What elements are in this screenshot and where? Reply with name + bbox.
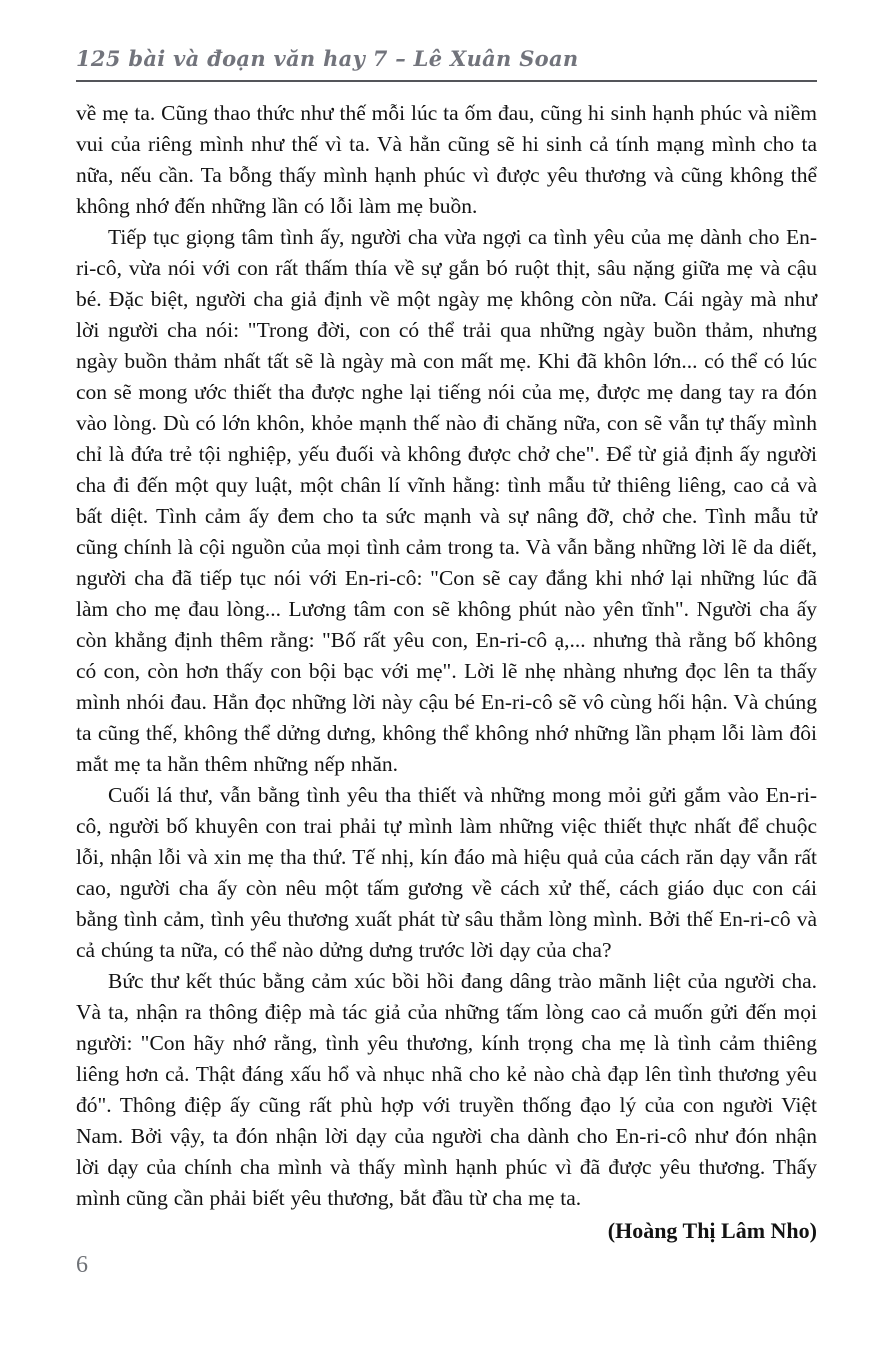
body-paragraph: Cuối lá thư, vẫn bằng tình yêu tha thiết và những mong mỏi gửi gắm vào En-ri-cô, người bố khuyên con trai phải tự mình làm những việc thiết thực nhất để chuộc lỗi, nhận lỗi và xin mẹ tha thứ. Tế nhị, kín đáo mà hiệu quả của cách răn dạy vẫn rất cao, người cha ấy còn nêu một tấm gương về cách xử thế, cách giáo dục con cái bằng tình cảm, tình yêu thương xuất phát từ sâu thẳm lòng mình. Bởi thế En-ri-cô và cả chúng ta nữa, có thể nào dửng dưng trước lời dạy của cha? [76, 783, 817, 962]
running-header [76, 46, 817, 82]
body-paragraph: về mẹ ta. Cũng thao thức như thế mỗi lúc ta ốm đau, cũng hi sinh hạnh phúc và niềm vui của riêng mình như thế vì ta. Và hẳn cũng sẽ hi sinh cả tính mạng mình cho ta nữa, nếu cần. Ta bỗng thấy mình hạnh phúc vì được yêu thương và cũng không thể không nhớ đến những lần có lỗi làm mẹ buồn. [76, 101, 817, 218]
page-number: 6 [76, 1252, 88, 1278]
author-signature: (Hoàng Thị Lâm Nho) [607, 1218, 817, 1243]
page-body [76, 98, 817, 1214]
running-header-title: 125 bài và đoạn văn hay 7 – Lê Xuân Soan [76, 46, 579, 71]
body-paragraph: Tiếp tục giọng tâm tình ấy, người cha vừa ngợi ca tình yêu của mẹ dành cho En-ri-cô, vừa nói với con rất thấm thía về sự gắn bó ruột thịt, sâu nặng giữa mẹ và cậu bé. Đặc biệt, người cha giả định về một ngày mẹ không còn nữa. Cái ngày mà như lời người cha nói: "Trong đời, con có thể trải qua những ngày buồn thảm, nhưng ngày buồn thảm nhất tất sẽ là ngày mà con mất mẹ. Khi đã khôn lớn... có thể có lúc con sẽ mong ước thiết tha được nghe lại tiếng nói của mẹ, được mẹ dang tay ra đón vào lòng. Dù có lớn khôn, khỏe mạnh thế nào đi chăng nữa, con sẽ vẫn tự thấy mình chỉ là đứa trẻ tội nghiệp, yếu đuối và không được chở che". Để từ giả định ấy người cha đi đến một quy luật, một chân lí vĩnh hằng: tình mẫu tử thiêng liêng, cao cả và bất diệt. Tình cảm ấy đem cho ta sức mạnh và sự nâng đỡ, chở che. Tình mẫu tử cũng chính là cội nguồn của mọi tình cảm trong ta. Và vẫn bằng những lời lẽ da diết, người cha đã tiếp tục nói với En-ri-cô: "Con sẽ cay đắng khi nhớ lại những lúc đã làm cho mẹ đau lòng... Lương tâm con sẽ không phút nào yên tĩnh". Người cha ấy còn khẳng định thêm rằng: "Bố rất yêu con, En-ri-cô ạ,... nhưng thà rằng bố không có con, còn hơn thấy con bội bạc với mẹ". Lời lẽ nhẹ nhàng nhưng đọc lên ta thấy mình nhói đau. Hẳn đọc những lời này cậu bé En-ri-cô sẽ vô cùng hối hận. Và chúng ta cũng thế, không thể dửng dưng, không thể không nhớ những lần phạm lỗi làm đôi mắt mẹ ta hằn thêm những nếp nhăn. [76, 225, 817, 776]
body-paragraph: Bức thư kết thúc bằng cảm xúc bồi hồi đang dâng trào mãnh liệt của người cha. Và ta, nhận ra thông điệp mà tác giả của những tấm lòng cao cả muốn gửi đến mọi người: "Con hãy nhớ rằng, tình yêu thương, kính trọng cha mẹ là tình cảm thiêng liêng hơn cả. Thật đáng xấu hổ và nhục nhã cho kẻ nào chà đạp lên tình thương yêu đó". Thông điệp ấy cũng rất phù hợp với truyền thống đạo lý của con người Việt Nam. Bởi vậy, ta đón nhận lời dạy của người cha dành cho En-ri-cô như đón nhận lời dạy của chính cha mình và thấy mình hạnh phúc vì đã được yêu thương. Thấy mình cũng cần phải biết yêu thương, bắt đầu từ cha mẹ ta. [76, 969, 817, 1210]
